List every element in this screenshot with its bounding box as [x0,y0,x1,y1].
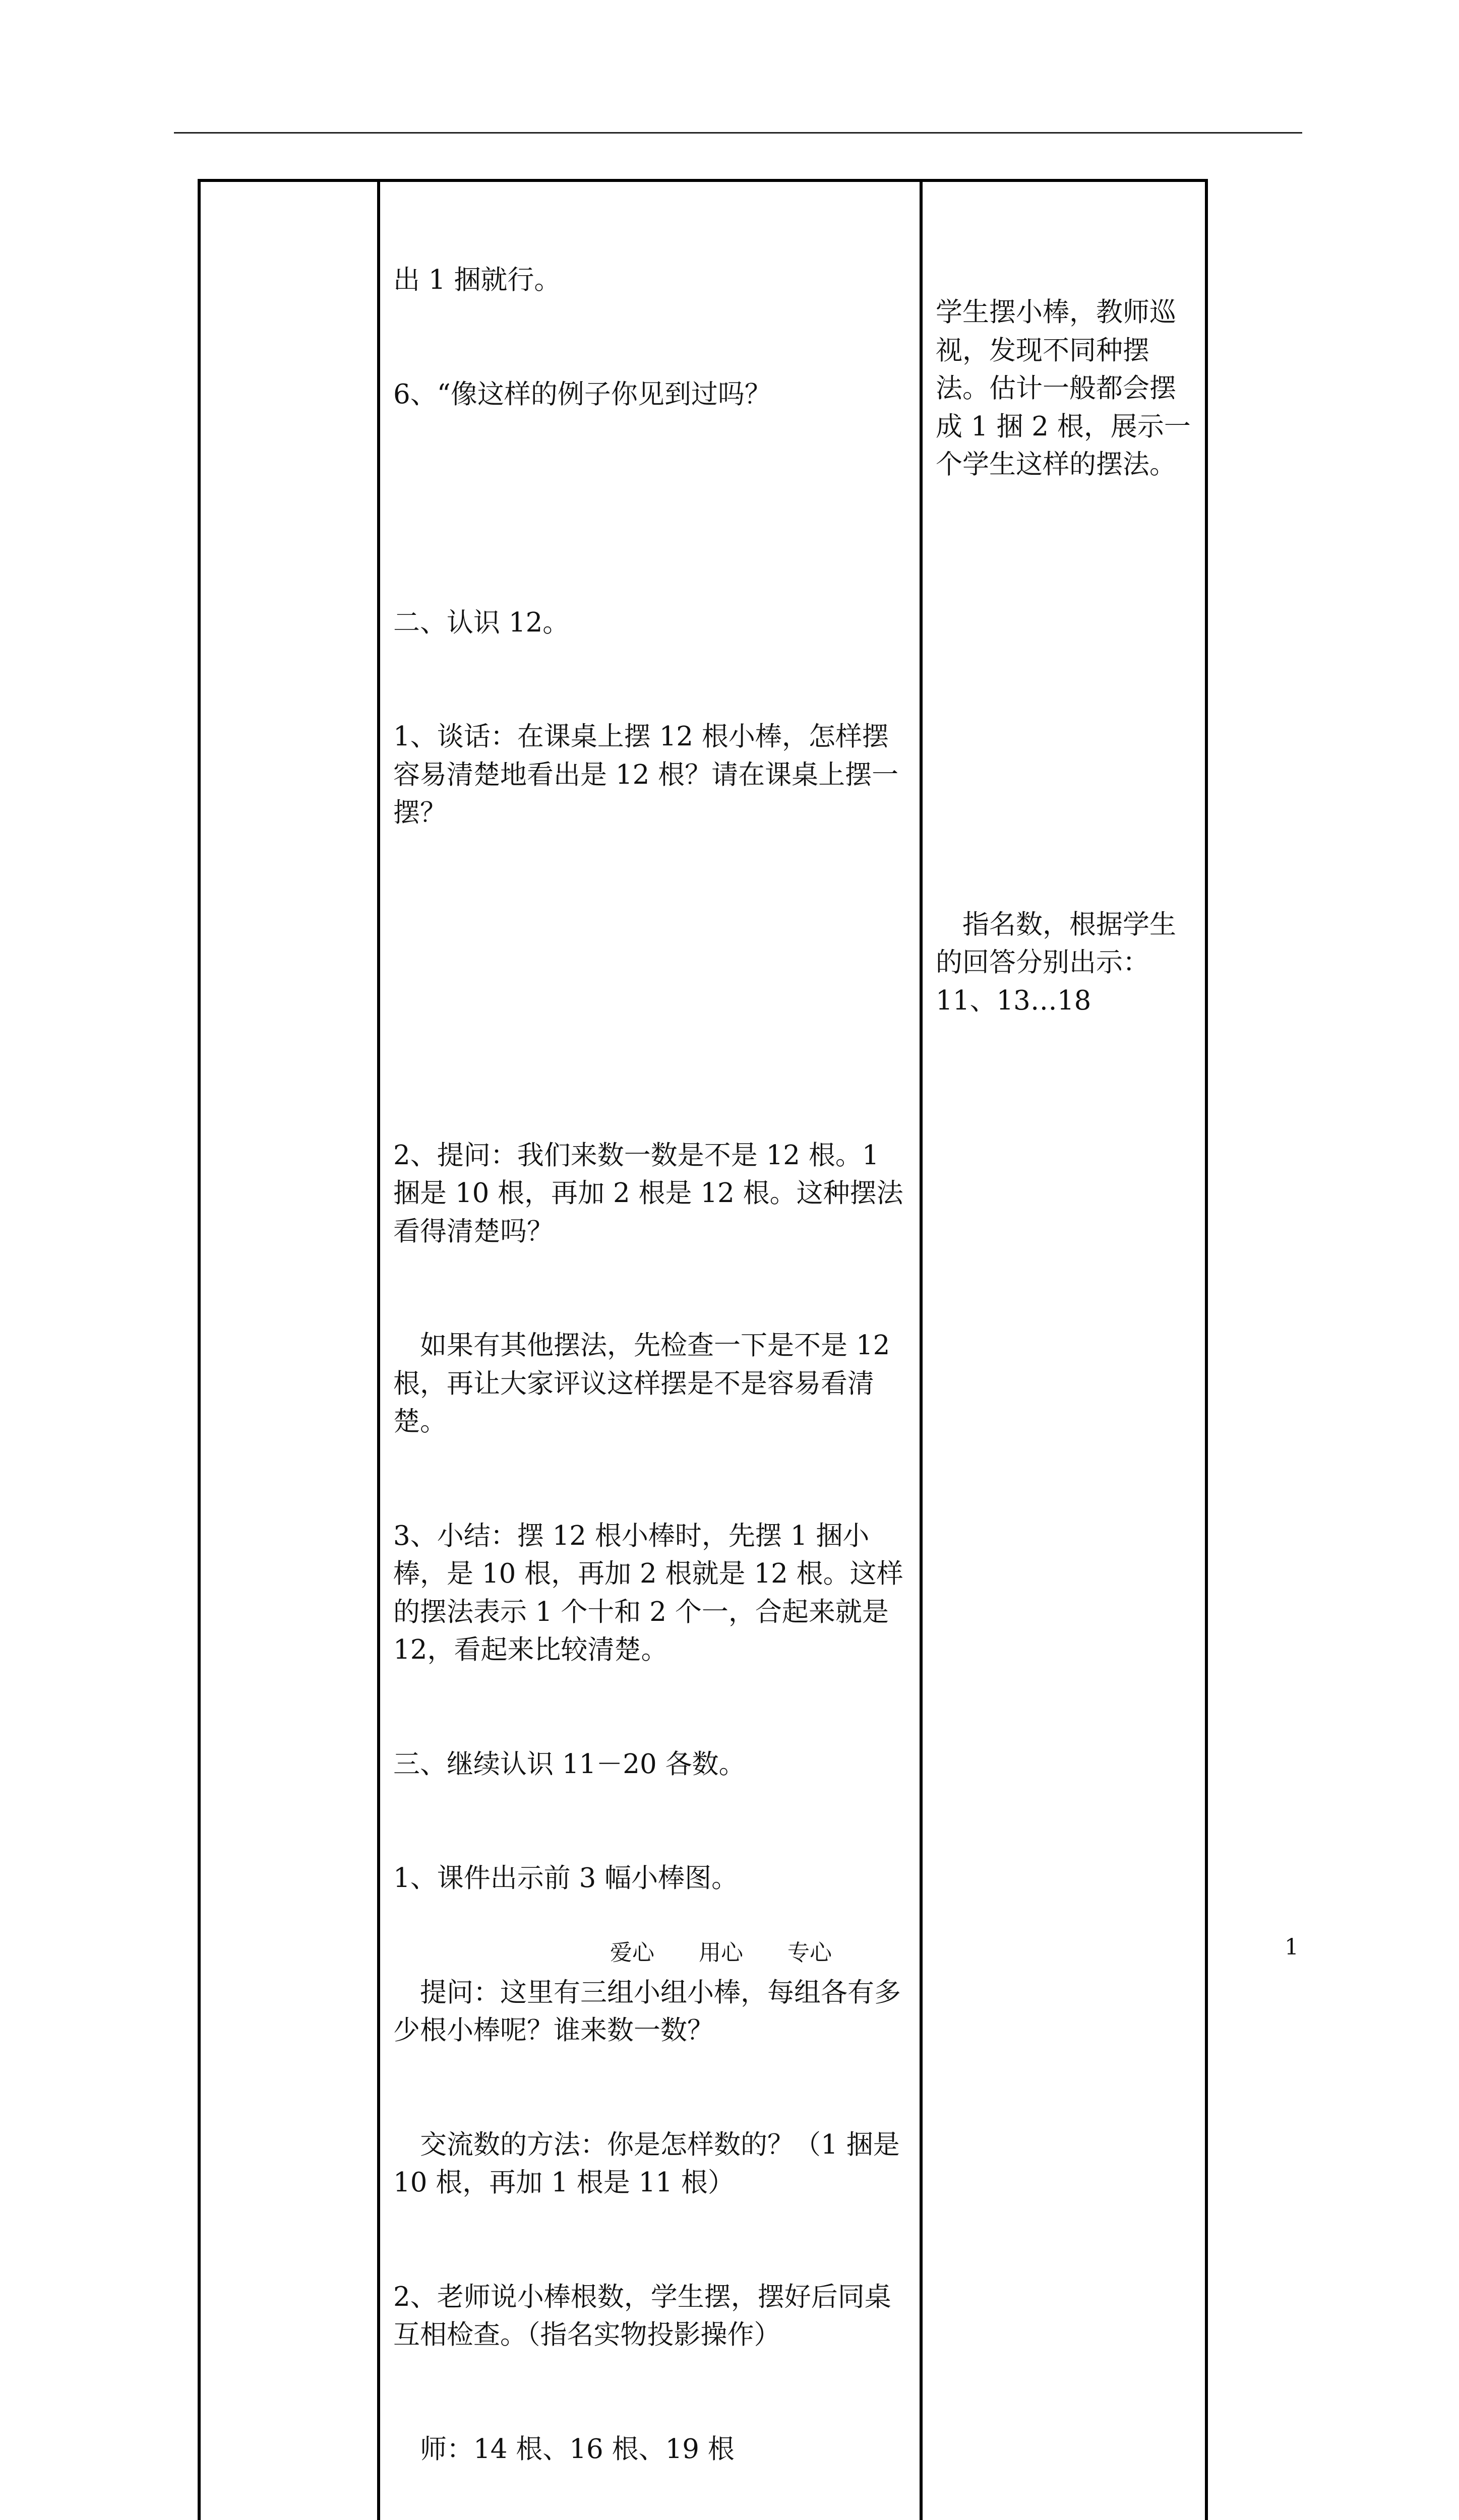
process-line: 2、提问：我们来数一数是不是 12 根。1 捆是 10 根，再加 2 根是 12 根。这种摆法看得清楚吗？ [393,1140,903,1247]
process-line: 2、老师说小棒根数，学生摆，摆好后同桌互相检查。（指名实物投影操作） [393,2281,891,2350]
process-line: 1、谈话：在课桌上摆 12 根小棒，怎样摆容易清楚地看出是 12 根？请在课桌上摆一摆？ [393,721,899,828]
process-line: 交流数的方法：你是怎样数的？（1 捆是 10 根，再加 1 根是 11 根） [393,2129,908,2198]
process-line: 6、“像这样的例子你见到过吗？ [393,379,771,410]
process-line: 3、小结：摆 12 根小棒时，先摆 1 捆小棒，是 10 根，再加 2 根就是 12 根。这样的摆法表示 1 个十和 2 个一，合起来就是 12，看起来比较清楚。 [393,1520,903,1665]
process-line: 三、继续认识 11－20 各数。 [393,1748,746,1780]
teacher-notes-cell [921,180,1206,2520]
process-line: 如果有其他摆法，先检查一下是不是 12 根，再让大家评议这样摆是不是容易看清楚。 [393,1330,899,1437]
process-line: 出 1 捆就行。 [393,265,561,295]
teaching-process-cell [379,180,921,2520]
process-line: 提问：这里有三组小组小棒，每组各有多少根小棒呢？谁来数一数？ [393,1977,901,2046]
teacher-note: 指名数，根据学生的回答分别出示：11、13…18 [936,909,1176,1016]
teacher-note: 学生摆小棒，教师巡视，发现不同种摆法。估计一般都会摆成 1 捆 2 根，展示一个学生这样的摆法。 [936,297,1191,480]
stage-cell-empty [199,180,379,2520]
process-line: 1、课件出示前 3 幅小棒图。 [393,1863,739,1894]
lesson-plan-table [198,179,1208,2520]
footer-motto: 爱心 用心 专心 [610,1940,832,1966]
header-rule [174,132,1302,134]
page-number: 1 [1285,1934,1299,1960]
process-line: 二、认识 12。 [393,607,570,638]
table-row [199,180,1206,2520]
process-line: 师：14 根、16 根、19 根 [393,2433,735,2465]
